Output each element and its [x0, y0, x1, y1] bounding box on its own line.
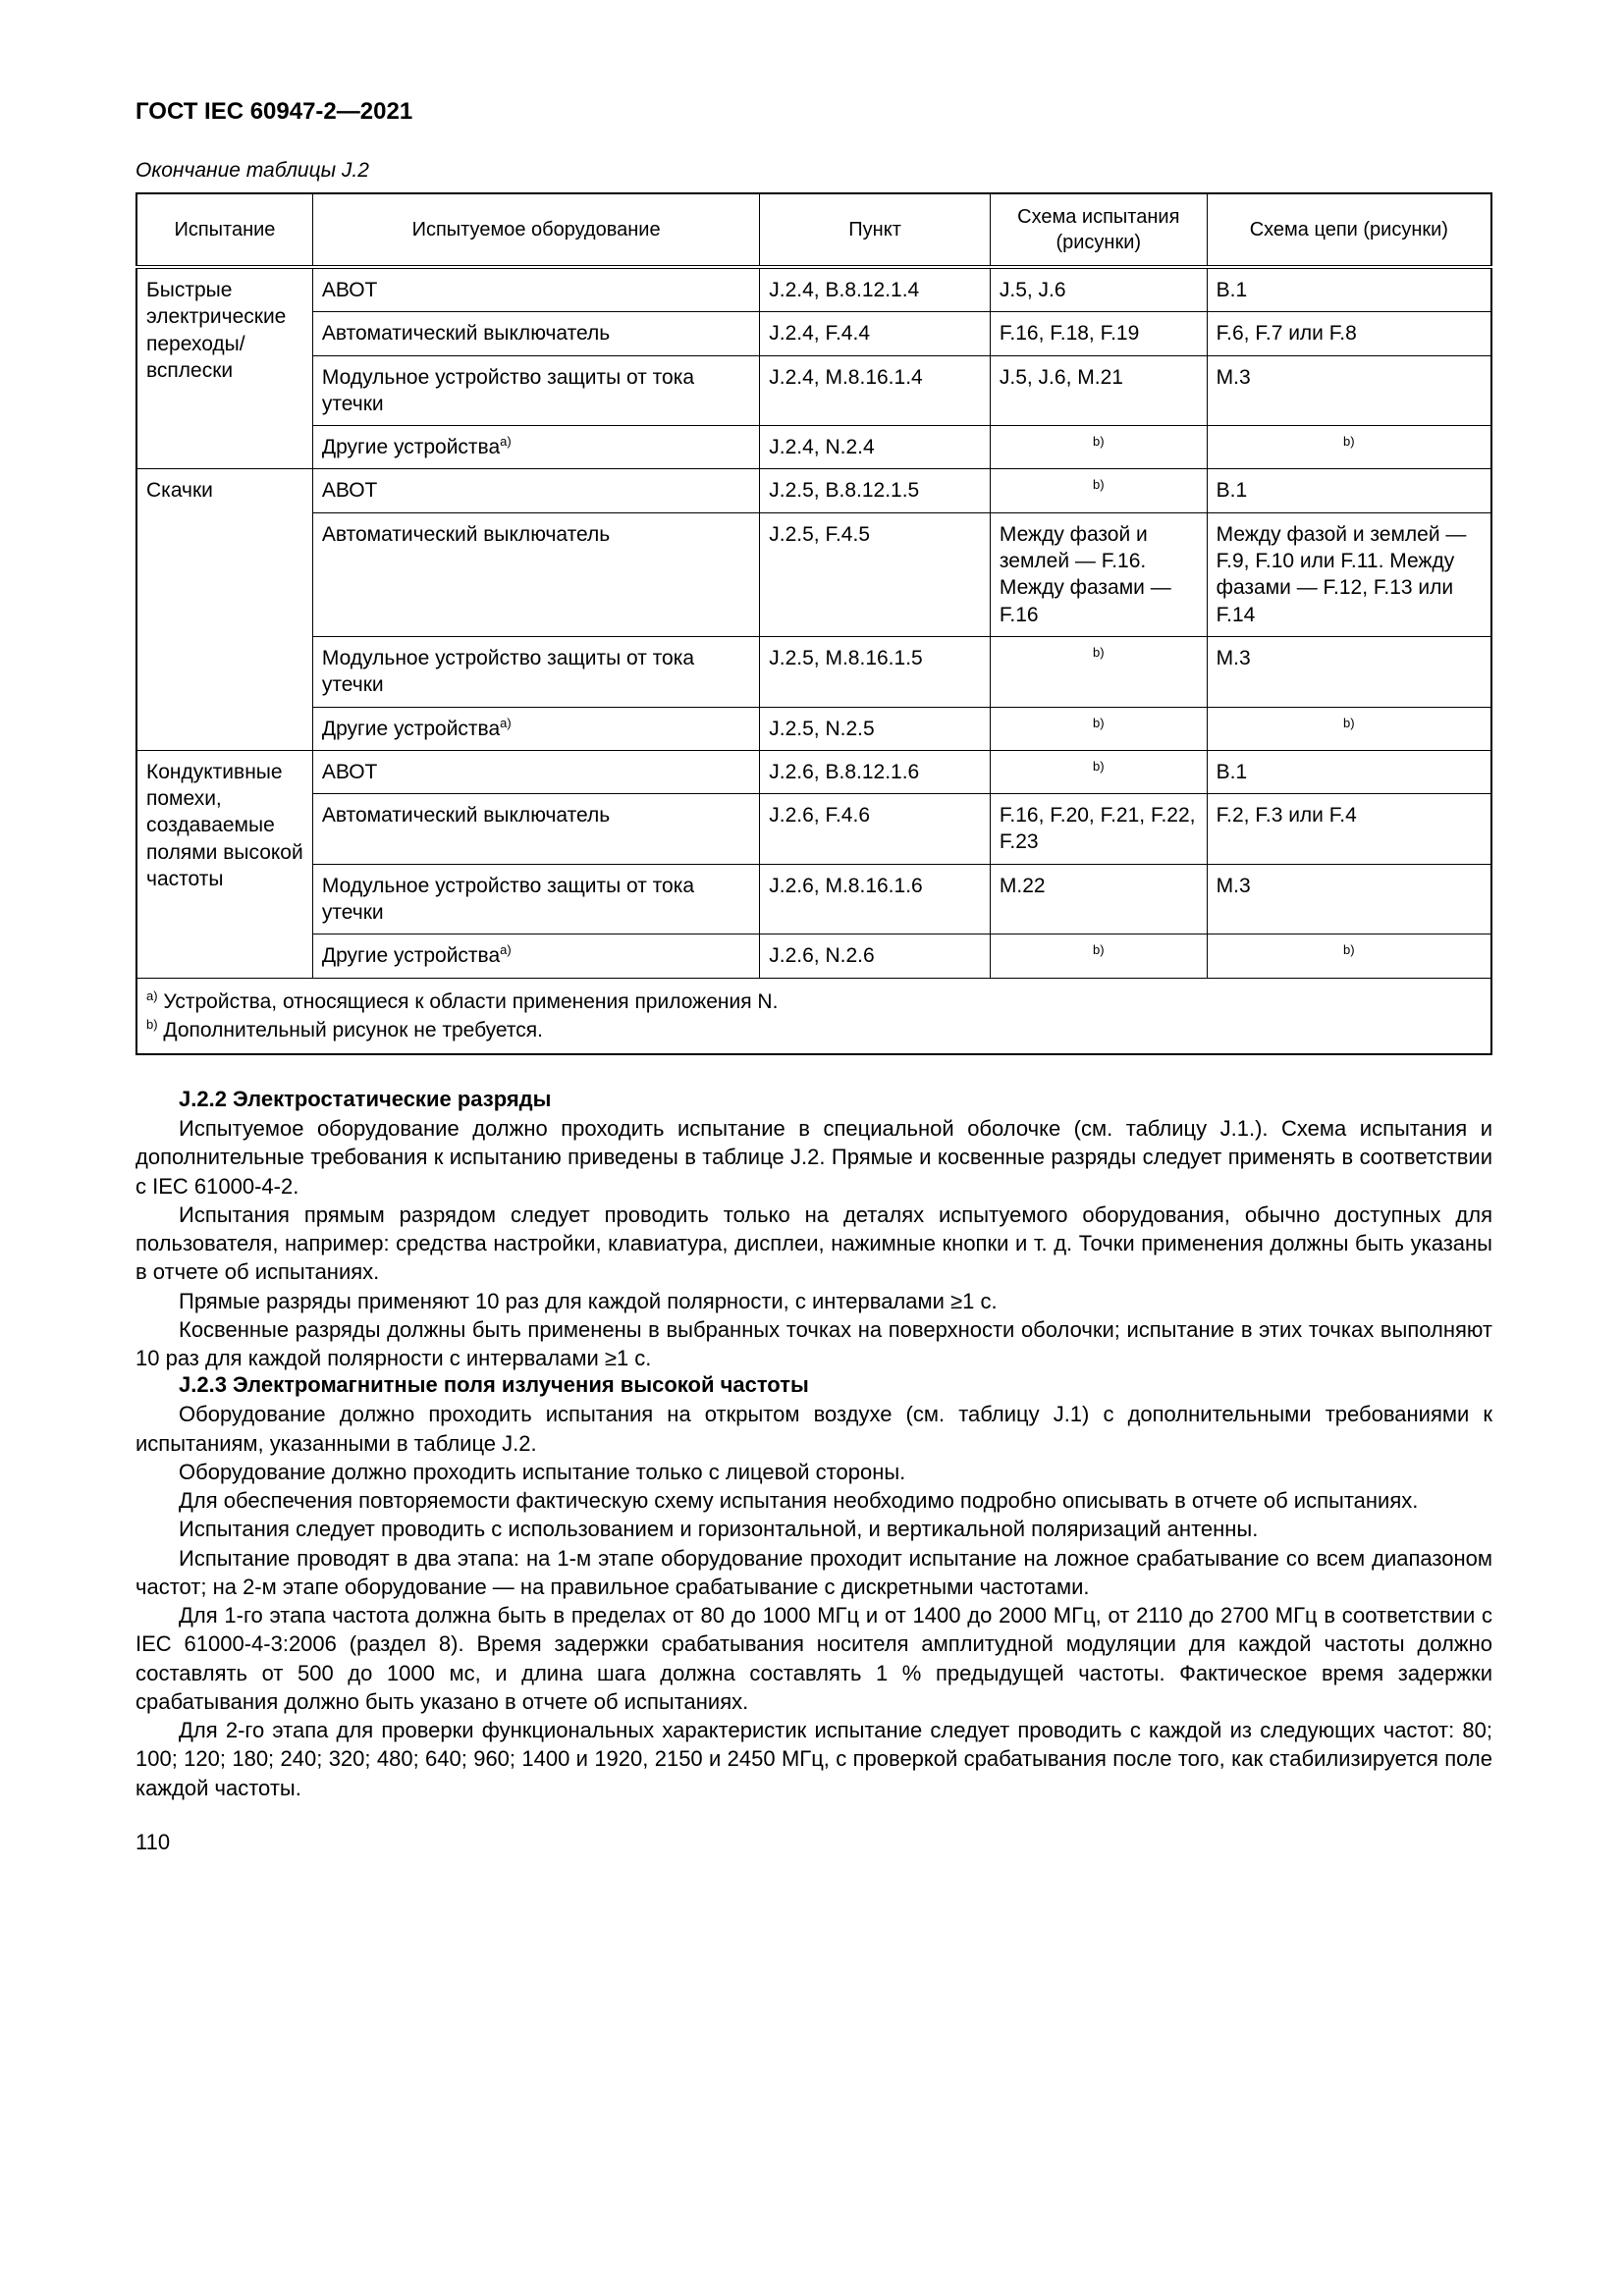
paragraph: Для обеспечения повторяемости фактическую схему испытания необходимо подробно описывать в отчете об испытаниях. — [179, 1488, 1419, 1514]
table-row — [136, 636, 1491, 707]
col-header-circuit-scheme: Схема цепи (рисунки) — [1207, 193, 1491, 267]
cell-test-scheme: J.5, J.6 — [990, 267, 1207, 312]
cell-clause: J.2.5, F.4.5 — [760, 512, 991, 636]
footnote-row — [136, 978, 1491, 1054]
footnote-ref: a) — [500, 434, 512, 450]
cell-circuit-scheme — [1207, 426, 1491, 469]
cell-equipment: Модульное устройство защиты от тока утечки — [312, 355, 759, 426]
footnote-item — [146, 988, 1482, 1015]
paragraph: Испытуемое оборудование должно проходить испытание в специальной оболочке (см. таблицу J.1.). Схема испытания и дополнительные требования к испытанию приведены в таблице J.2. Прямые и косвенные разряды следует применять в соответствии с IEC 61000-4-2. — [135, 1116, 1492, 1199]
cell-test-scheme — [990, 426, 1207, 469]
paragraph: Оборудование должно проходить испытания на открытом воздухе (см. таблицу J.1) с дополнительными требованиями к испытаниям, указанными в таблице J.2. — [135, 1402, 1492, 1456]
footnote-ref: b) — [1092, 758, 1105, 774]
cell-equipment: Автоматический выключатель — [312, 512, 759, 636]
col-header-test-scheme: Схема испытания (рисунки) — [990, 193, 1207, 267]
paragraph: Прямые разряды применяют 10 раз для каждой полярности, с интервалами ≥1 с. — [179, 1288, 998, 1313]
cell-clause: J.2.4, F.4.4 — [760, 312, 991, 355]
cell-equipment: Автоматический выключатель — [312, 312, 759, 355]
table-row — [136, 934, 1491, 978]
table-row — [136, 355, 1491, 426]
cell-equipment: Модульное устройство защиты от тока утечки — [312, 864, 759, 934]
cell-clause: J.2.4, N.2.4 — [760, 426, 991, 469]
cell-clause: J.2.5, N.2.5 — [760, 707, 991, 750]
footnote-marker: b) — [146, 1016, 158, 1032]
table-row — [136, 426, 1491, 469]
cell-test-scheme — [990, 469, 1207, 512]
footnote-ref: b) — [1092, 942, 1105, 958]
cell-clause: J.2.5, B.8.12.1.5 — [760, 469, 991, 512]
table-row — [136, 512, 1491, 636]
col-header-equipment: Испытуемое оборудование — [312, 193, 759, 267]
header-row — [136, 193, 1491, 267]
table-row — [136, 750, 1491, 793]
cell-circuit-scheme: B.1 — [1207, 469, 1491, 512]
section-heading-j2-2: J.2.2 Электростатические разряды — [179, 1087, 552, 1112]
footnote-ref: b) — [1092, 644, 1105, 660]
cell-equipment: АВОТ — [312, 267, 759, 312]
cell-equipment — [312, 934, 759, 978]
cell-clause: J.2.6, N.2.6 — [760, 934, 991, 978]
footnote-ref: a) — [500, 715, 512, 730]
cell-clause: J.2.4, M.8.16.1.4 — [760, 355, 991, 426]
cell-circuit-scheme: M.3 — [1207, 355, 1491, 426]
cell-equipment — [312, 707, 759, 750]
cell-test-group: Скачки — [136, 469, 312, 750]
document-title: ГОСТ IEC 60947-2—2021 — [135, 98, 413, 125]
table-caption: Окончание таблицы J.2 — [135, 159, 369, 182]
page-number: 110 — [135, 1829, 171, 1854]
table-row — [136, 312, 1491, 355]
paragraph: Для 1-го этапа частота должна быть в пределах от 80 до 1000 МГц и от 1400 до 2000 МГц, от 2110 до 2700 МГц в соответствии с IEC 61000-4-3:2006 (раздел 8). Время задержки срабатывания носителя амплитудной модуляции для каждой частоты должно составлять от 500 до 1000 мс, и длина шага должна составлять 1 % предыдущей частоты. Фактическое время задержки срабатывания должно быть указано в отчете об испытаниях. — [135, 1603, 1492, 1714]
cell-clause: J.2.4, B.8.12.1.4 — [760, 267, 991, 312]
cell-test-scheme: F.16, F.18, F.19 — [990, 312, 1207, 355]
cell-circuit-scheme: B.1 — [1207, 267, 1491, 312]
cell-circuit-scheme: M.3 — [1207, 636, 1491, 707]
footnote-ref: b) — [1092, 477, 1105, 493]
table-row — [136, 794, 1491, 865]
section-heading-j2-3: J.2.3 Электромагнитные поля излучения высокой частоты — [179, 1372, 809, 1398]
cell-test-group: Быстрые электрические переходы/всплески — [136, 267, 312, 469]
table-row — [136, 469, 1491, 512]
table-row — [136, 267, 1491, 312]
col-header-test: Испытание — [136, 193, 312, 267]
cell-clause: J.2.5, M.8.16.1.5 — [760, 636, 991, 707]
table-footnotes — [136, 978, 1491, 1054]
cell-test-scheme — [990, 934, 1207, 978]
cell-clause: J.2.6, M.8.16.1.6 — [760, 864, 991, 934]
cell-circuit-scheme: Между фазой и землей — F.9, F.10 или F.11. Между фазами — F.12, F.13 или F.14 — [1207, 512, 1491, 636]
paragraph: Испытания следует проводить с использованием и горизонтальной, и вертикальной поляризаций антенны. — [179, 1517, 1259, 1542]
cell-equipment: Автоматический выключатель — [312, 794, 759, 865]
section-j2-3 — [135, 1372, 1492, 1802]
footnote-item — [146, 1017, 1482, 1043]
cell-circuit-scheme: M.3 — [1207, 864, 1491, 934]
cell-test-scheme: M.22 — [990, 864, 1207, 934]
cell-circuit-scheme: B.1 — [1207, 750, 1491, 793]
cell-text: Другие устройства — [321, 717, 501, 740]
paragraph: Косвенные разряды должны быть применены в выбранных точках на поверхности оболочки; испытание в этих точках выполняют 10 раз для каждой полярности с интервалами ≥1 с. — [135, 1316, 1492, 1371]
footnote-marker: a) — [146, 988, 158, 1003]
footnote-ref: b) — [1092, 434, 1105, 450]
cell-test-group: Кондуктивные помехи, создаваемые полями высокой частоты — [136, 750, 312, 978]
cell-equipment: АВОТ — [312, 469, 759, 512]
cell-test-scheme — [990, 750, 1207, 793]
cell-text: Другие устройства — [321, 436, 501, 459]
col-header-clause: Пункт — [760, 193, 991, 267]
footnote-text: Дополнительный рисунок не требуется. — [163, 1018, 544, 1041]
test-table — [135, 192, 1492, 1055]
paragraph: Испытания прямым разрядом следует проводить только на деталях испытуемого оборудования, обычно доступных для пользователя, например: средства настройки, клавиатура, дисплеи, нажимные кнопки и т. д. Точки применения должны быть указаны в отчете об испытаниях. — [135, 1201, 1492, 1285]
cell-clause: J.2.6, B.8.12.1.6 — [760, 750, 991, 793]
cell-equipment: Модульное устройство защиты от тока утечки — [312, 636, 759, 707]
paragraph: Испытание проводят в два этапа: на 1-м этапе оборудование проходит испытание на ложное срабатывание со всем диапазоном частот; на 2-м этапе оборудование — на правильное срабатывание с дискретными частотами. — [135, 1545, 1492, 1599]
cell-test-scheme — [990, 707, 1207, 750]
footnote-ref: b) — [1343, 434, 1355, 450]
cell-circuit-scheme: F.2, F.3 или F.4 — [1207, 794, 1491, 865]
footnote-ref: b) — [1343, 715, 1355, 730]
footnote-text: Устройства, относящиеся к области применения приложения N. — [163, 989, 779, 1013]
cell-circuit-scheme — [1207, 934, 1491, 978]
paragraph: Для 2-го этапа для проверки функциональных характеристик испытание следует проводить с каждой из следующих частот: 80; 100; 120; 180; 240; 320; 480; 640; 960; 1400 и 1920, 2150 и 2450 МГц, с проверкой срабатывания после того, как стабилизируется поле каждой частоты. — [135, 1718, 1492, 1800]
cell-test-scheme: F.16, F.20, F.21, F.22, F.23 — [990, 794, 1207, 865]
footnote-ref: a) — [500, 942, 512, 958]
cell-clause: J.2.6, F.4.6 — [760, 794, 991, 865]
cell-text: Другие устройства — [321, 944, 501, 968]
paragraph: Оборудование должно проходить испытание только с лицевой стороны. — [179, 1459, 906, 1484]
cell-test-scheme — [990, 636, 1207, 707]
table-row — [136, 707, 1491, 750]
cell-circuit-scheme — [1207, 707, 1491, 750]
cell-circuit-scheme: F.6, F.7 или F.8 — [1207, 312, 1491, 355]
footnote-ref: b) — [1343, 942, 1355, 958]
cell-equipment: АВОТ — [312, 750, 759, 793]
cell-test-scheme: J.5, J.6, M.21 — [990, 355, 1207, 426]
section-j2-2 — [135, 1087, 1492, 1372]
footnote-ref: b) — [1092, 715, 1105, 730]
cell-equipment — [312, 426, 759, 469]
cell-test-scheme: Между фазой и землей — F.16. Между фазами — F.16 — [990, 512, 1207, 636]
table-row — [136, 864, 1491, 934]
